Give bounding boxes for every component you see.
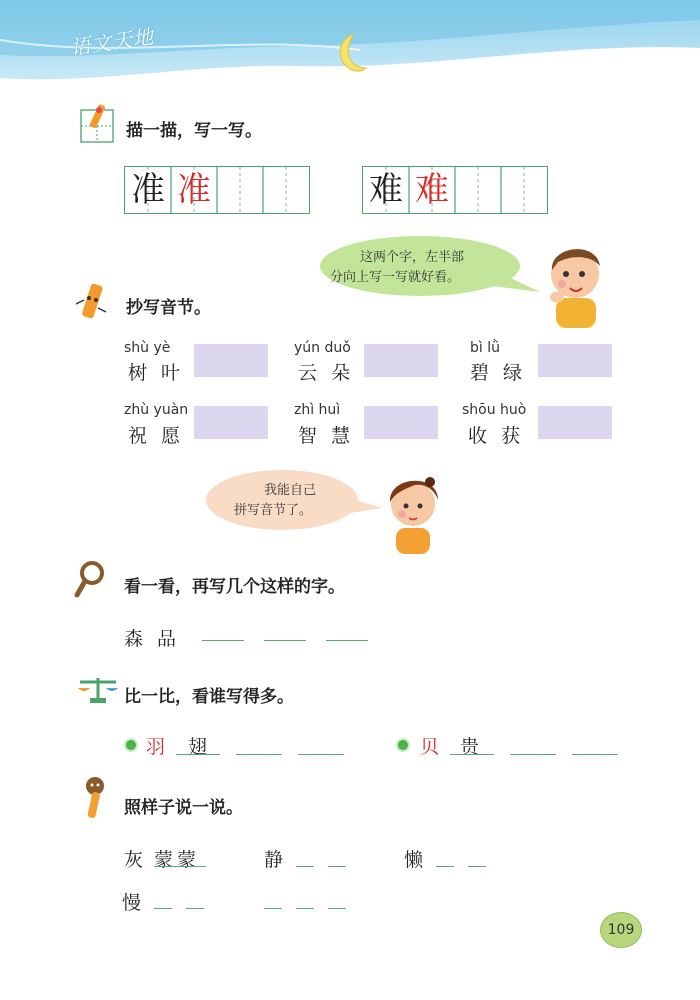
radical-char: 贝 [420, 736, 444, 758]
answer-line[interactable] [176, 754, 220, 755]
moon-icon [328, 32, 368, 74]
example-prefix: 灰 [124, 849, 148, 871]
copy-box[interactable] [194, 344, 268, 377]
trace-character: 难 [415, 170, 449, 210]
answer-line[interactable] [436, 866, 454, 867]
girl-avatar [382, 470, 444, 554]
balance-scale-icon [76, 674, 120, 704]
pencil-character-icon [74, 282, 108, 324]
trace-character: 准 [177, 170, 211, 210]
answer-line[interactable] [296, 866, 314, 867]
example-characters: 森 品 [124, 628, 181, 650]
answer-line[interactable] [264, 640, 306, 641]
pinyin-label: zhì huì [294, 402, 341, 418]
example-char: 贵 [460, 736, 484, 758]
banner-title: 语文天地 [68, 24, 156, 60]
grid-pencil-icon [80, 102, 114, 144]
model-character: 难 [369, 170, 403, 210]
copy-box[interactable] [364, 344, 438, 377]
answer-line [154, 866, 206, 867]
copy-box[interactable] [538, 344, 612, 377]
bullet-dot [126, 740, 136, 750]
answer-line[interactable] [450, 754, 494, 755]
microphone-icon [78, 776, 108, 822]
boy-avatar [544, 236, 606, 328]
answer-line[interactable] [328, 908, 346, 909]
pinyin-label: shù yè [124, 340, 171, 356]
section-title-trace: 描一描，写一写。 [126, 121, 262, 141]
answer-line[interactable] [154, 908, 172, 909]
answer-line[interactable] [468, 866, 486, 867]
speak-item: 慢 [122, 892, 146, 914]
radical-char: 羽 [146, 736, 170, 758]
section-title-pinyin: 抄写音节。 [126, 298, 211, 318]
answer-line[interactable] [572, 754, 618, 755]
section-title-compare: 比一比，看谁写得多。 [124, 687, 294, 707]
writing-grid-2 [362, 166, 548, 214]
bullet-dot [398, 740, 408, 750]
answer-line[interactable] [264, 908, 282, 909]
magnifier-icon [74, 560, 106, 598]
pinyin-label: zhù yuàn [124, 402, 189, 418]
example-char: 翅 [188, 736, 212, 758]
answer-line[interactable] [202, 640, 244, 641]
answer-line[interactable] [328, 866, 346, 867]
answer-line[interactable] [296, 908, 314, 909]
answer-line[interactable] [510, 754, 556, 755]
answer-line[interactable] [186, 908, 204, 909]
answer-line[interactable] [236, 754, 282, 755]
speak-item: 懒 [404, 849, 428, 871]
bubble-girl-line-1: 我能自己 [264, 483, 317, 498]
section-title-speak: 照样子说一说。 [124, 798, 243, 818]
hanzi-word: 树 叶 [128, 362, 185, 384]
hanzi-word: 祝 愿 [128, 425, 185, 447]
bubble-boy-line-2: 分向上写一写就好看。 [330, 270, 461, 285]
copy-box[interactable] [538, 406, 612, 439]
section-title-look: 看一看，再写几个这样的字。 [124, 577, 345, 597]
copy-box[interactable] [364, 406, 438, 439]
speak-item: 静 [264, 849, 288, 871]
hanzi-word: 碧 绿 [470, 362, 527, 384]
bubble-girl-line-2: 拼写音节了。 [234, 503, 313, 518]
pinyin-label: yún duǒ [294, 340, 351, 356]
example-reduplicated: 蒙蒙 [154, 849, 201, 871]
hanzi-word: 智 慧 [298, 425, 355, 447]
model-character: 准 [131, 170, 165, 210]
hanzi-word: 云 朵 [298, 362, 355, 384]
copy-box[interactable] [194, 406, 268, 439]
hanzi-word: 收 获 [468, 425, 525, 447]
bubble-boy-line-1: 这两个字，左半部 [360, 250, 465, 265]
pinyin-label: bì lǜ [470, 340, 500, 356]
answer-line[interactable] [298, 754, 344, 755]
page-number: 109 [600, 912, 642, 948]
writing-grid-1 [124, 166, 310, 214]
answer-line[interactable] [326, 640, 368, 641]
pinyin-label: shōu huò [462, 402, 527, 418]
